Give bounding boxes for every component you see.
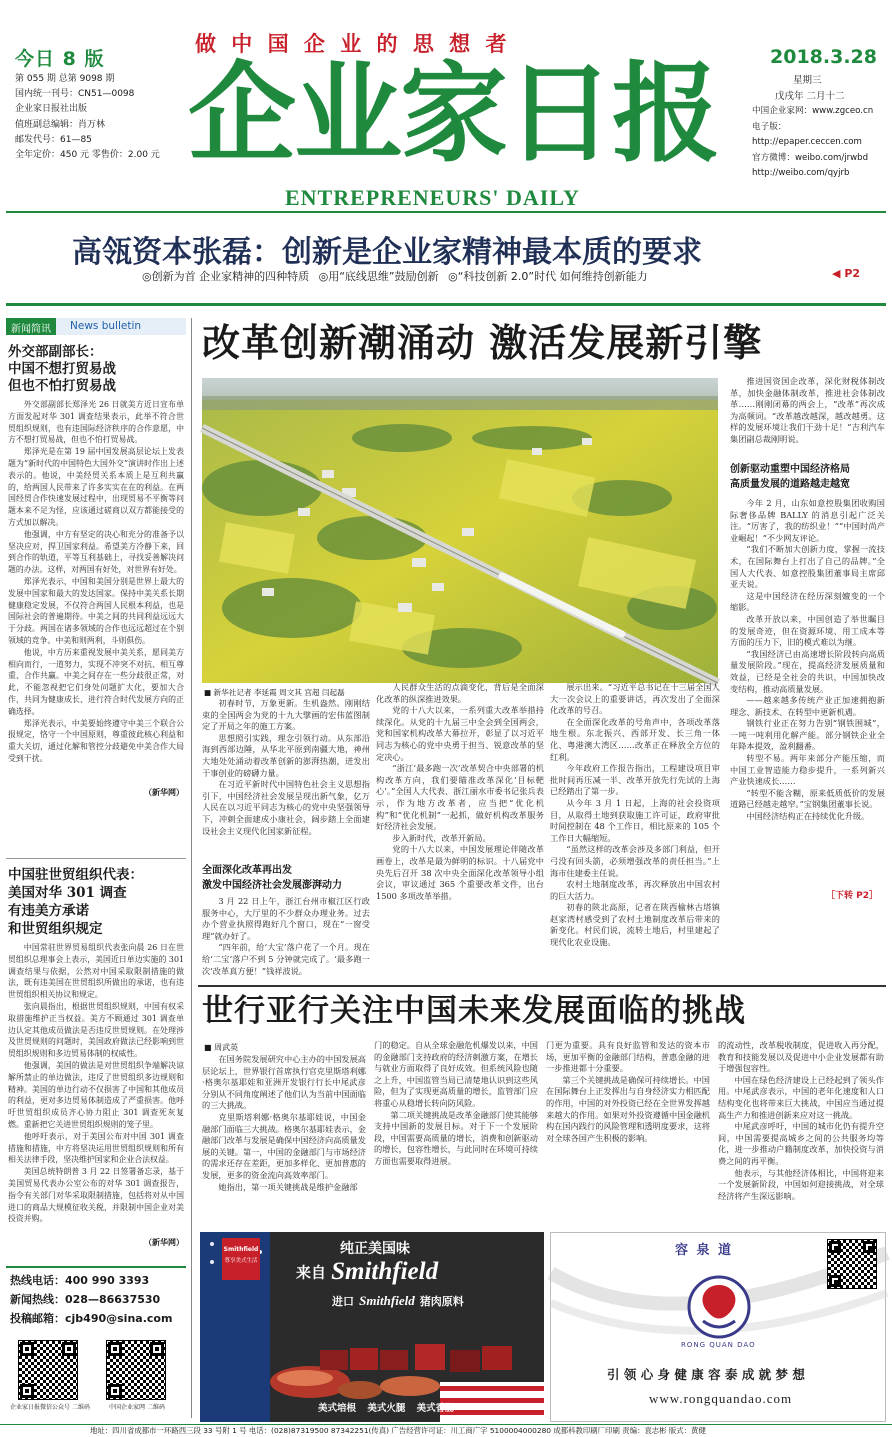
news-hotline: 新闻热线：028—86637530: [10, 1293, 161, 1306]
main-right-para: “转型不能含糊，原来低质低价的发展道路已经越走越窄。”宝钢集团董事长说。: [730, 787, 885, 810]
main-col-1b: [202, 896, 370, 978]
second-col1-para: 克里斯塔利娜·格奥尔基耶娃说，中国金融部门面临三大挑战。格奥尔基耶娃表示，金融部门改革与发展是确保中国经济向高质量发展的关键。第一，中国的金融部门与市场经济的需求还存在差距，更加多样化、更加普惠的发展，更多的资金流向高效率部门。: [202, 1111, 366, 1180]
smithfield-slogan-2: [296, 1258, 438, 1286]
qr-caption-left: 企业家日报微信公众号 二维码: [10, 1404, 90, 1411]
slogan: 做 中 国 企 业 的 思 想 者: [195, 32, 511, 56]
top-sub-3: ◎“科技创新 2.0”时代 如何维持创新能力: [448, 270, 648, 283]
smithfield-logo-small: Smithfield: [359, 1293, 415, 1308]
smithfield-products: [318, 1400, 455, 1414]
main-right-intro: [730, 376, 885, 464]
main-col2-para: 人民群众生活的点滴变化，背后是全面深化改革的纵深推进效果。: [376, 682, 544, 704]
main-col1-para: 思想照引实践，理念引领行动。从东部沿海到西部边陲，从华北平原到南疆大地，神州大地处处涌动着改革创新的澎湃热潮，迸发出干事创业的磅礴力量。: [202, 732, 370, 778]
price: 全年定价：450 元 零售价：2.00 元: [15, 150, 160, 161]
section-divider: [198, 985, 886, 987]
page-ref-label: P2: [844, 267, 861, 280]
main-col1-para: 初春时节，万象更新。生机盎然。刚刚结束的全国两会为党的十九大擘画的宏伟蓝图制定了开局之年的施工方案。: [202, 698, 370, 732]
main-col2-para: 步入新时代，改革开新局。: [392, 832, 491, 843]
bulletin-2-source: （新华网）: [144, 1237, 184, 1247]
lunar-date: 戊戌年 二月十二: [775, 91, 845, 102]
arrow-icon: ◀: [832, 267, 841, 280]
contact-box: [6, 1266, 186, 1422]
paper-english-title: ENTREPRENEURS' DAILY: [285, 185, 580, 210]
main-story-photo[interactable]: [202, 378, 718, 683]
railway-landscape-photo: [202, 378, 718, 683]
editor: 值班副总编辑：肖万林: [15, 119, 106, 130]
main-right-para: “我国经济已由高速增长阶段转向高质量发展阶段。”现在，提高经济发展质量和效益，已经是全社会的共识，中国加快改变结构，推动高质量发展。: [730, 648, 885, 694]
main-right-body: [730, 498, 885, 888]
second-col4-para: 中尾武彦呼吁，中国的城市化仍有提升空间，中国需要提高城乡之间的公共服务均等化，进一步推动户籍制度改革，加快投资与消费之间的再平衡。: [718, 1121, 884, 1166]
smithfield-import: 进口: [332, 1295, 354, 1308]
main-right-subhead: [730, 462, 885, 492]
main-col1-para: 在习近平新时代中国特色社会主义思想指引下，中国经济社会发展呈现出新气象，亿万人民在以习近平同志为核心的党中央坚强领导下，冲刺全面建成小康社会，阔步踏上全面建设社会主义现代化国家新征程。: [202, 779, 370, 836]
second-col-3: [546, 1040, 710, 1226]
main-col2-para: 党的十八大以来，一系列重大改革举措持续深化。从党的十九届三中全会到全国两会，党和国家机构改革大幕拉开，彰显了以习近平同志为核心的党中央勇于担当、锐意改革的坚定决心。: [376, 705, 544, 762]
main-col3-para: 在全面深化改革的号角声中，各项改革落地生根。东北振兴、西部开发、长三角一体化、粤港澳大湾区……改革正在释放全方位的红利。: [550, 716, 720, 762]
smithfield-flag-badge: [222, 1238, 260, 1280]
qr-corner: [150, 1342, 164, 1356]
bulletin-1-head-2: 中国不想打贸易战: [8, 361, 116, 377]
main-right-para: 改革开放以来，中国创造了举世瞩目的发展奇迹，但在资源环境、用工成本等方面的压力下，旧的模式难以为继。: [730, 613, 885, 648]
main-col3-para: 展示出来。“习近平总书记在十三届全国人大一次会议上的重要讲话，再次发出了全面深化改革的号召。: [550, 682, 720, 716]
qr-code-wechat[interactable]: [18, 1340, 78, 1400]
main-col3-para: “虽然这样的改革会涉及多部门利益，但开弓没有回头箭，必须增强改革的责任担当。”上海市住建委主任说。: [550, 844, 720, 878]
weekday: 星期三: [793, 75, 822, 86]
qr-corner: [108, 1342, 122, 1356]
second-col1-para: 在国务院发展研究中心主办的中国发展高层论坛上，世界银行首席执行官克里斯塔利娜·格奥尔基耶娃和亚洲开发银行行长中尾武彦分别从不同角度阐述了他们认为当前中国面临的三大挑战。: [202, 1054, 366, 1111]
bulletin-divider: [6, 858, 186, 859]
main-col1b-para: 3 月 22 日上午，浙江台州市椒江区行政服务中心，大厅里的不少群众办理业务。过去办个营业执照得跑好几个窗口，现在“一窗受理”就办好了。: [202, 896, 370, 941]
main-col-1: [202, 698, 370, 860]
second-story: [198, 990, 886, 1226]
rongquan-url[interactable]: www.rongquandao.com: [649, 1391, 793, 1406]
footer-info: 地址：四川省成都市一环路西三段 33 号附 1 号 电话：(028)87319500 87342251(传真) 广告经营许可证：川工商广字 5100004000280 成都科教印刷厂印刷 责编：袁志彬 版式：黄健: [90, 1426, 706, 1435]
bulletin-2-para: 他呼吁表示，对于美国公布对中国 301 调查措施和措施，中方将坚决运用世贸组织规则和所有相关法律手段，坚决维护国家和企业合法权益。: [8, 1131, 184, 1165]
second-col2-para: 门的稳定。自从全球金融危机爆发以来，中国的金融部门支持政府的经济刺激方案，在增长与就业方面取得了良好成效。但系统风险也随之上升，中国监管当局已清楚地认识到这些风险，但为了实现更高质量的增长，监管部门应将重心从稳增长转向防风险。: [374, 1040, 538, 1108]
second-col-2: [374, 1040, 538, 1226]
main-right-para: 中国经济结构正在持续优化升级。: [746, 811, 870, 822]
weibo-official: 官方微博：weibo.com/jrwbd: [752, 152, 869, 163]
rongquan-qr[interactable]: [827, 1239, 877, 1289]
top-story-page-ref[interactable]: [832, 267, 860, 280]
main-right-para: ——越来越多传统产业正加速拥抱新理念、新技术、在转型中更新机遇。: [730, 695, 885, 717]
bulletin-2-head-2: 美国对华 301 调查: [8, 885, 127, 901]
main-byline: ■ 新华社记者 李延霞 周文其 宫超 闫起磊: [204, 688, 345, 697]
second-col-1: [202, 1054, 366, 1226]
qr-corner: [20, 1384, 34, 1398]
qr-corner: [20, 1342, 34, 1356]
website: 中国企业家网：www.zgceo.cn: [752, 106, 874, 116]
weibo-url: http://weibo.com/qyjrb: [752, 168, 850, 178]
edition-info: [15, 72, 160, 163]
subhead-right-line: 高质量发展的道路越走越宽: [730, 479, 850, 490]
main-page-ref[interactable]: ［下转 P2］: [826, 891, 878, 901]
main-right-para: 这是中国经济在经历深刻嬗变的一个缩影。: [730, 590, 885, 613]
issue-date: 2018.3.28: [770, 46, 877, 68]
hotline: 热线电话：400 990 3393: [10, 1274, 150, 1287]
subhead-mid-line: 激发中国经济社会发展澎湃动力: [202, 880, 342, 891]
subhead-mid-line: 全面深化改革再出发: [202, 865, 292, 876]
main-col3-para: 农村土地制度改革，再次释放出中国农村的巨大活力。: [550, 879, 720, 901]
smithfield-slogan-1: 纯正美国味: [340, 1241, 410, 1257]
product-ham: 美式火腿: [367, 1403, 406, 1414]
top-sub-1: ◎创新为首 企业家精神的四种特质: [142, 270, 310, 283]
bulletin-1-para: 他强调，中方有坚定的决心和充分的准备予以坚决应对，捍卫国家利益。希望美方冷静下来，回到合作的轨道，平等互利基础上，寻找妥善解决问题的办法。这样，对两国有好处，对世界有好处。: [8, 529, 184, 575]
subhead-right-line: 创新驱动重塑中国经济格局: [730, 464, 850, 475]
second-byline: ■ 周武英: [204, 1043, 239, 1052]
smithfield-flag-brand: Smithfield: [223, 1246, 259, 1253]
postal-code: 邮发代号：61—85: [15, 134, 92, 145]
bulletin-1-source: （新华网）: [144, 787, 184, 797]
news-bulletin-sidebar: [6, 318, 186, 1423]
product-sausage: 美式香肠: [416, 1403, 455, 1414]
masthead: [0, 0, 892, 222]
main-col-2: [376, 682, 544, 908]
publisher: 企业家日报社出版: [15, 104, 88, 115]
bulletin-2-para: 中国常驻世界贸易组织代表张向晨 26 日在世贸组织总理事会上表示，美国近日单边实施的 301 调查结果与依据，公然对中国采取限制措施的做法，既有违美国在世贸组织所做出的承诺，也有违世贸组织相关协议和规定。: [8, 943, 184, 1000]
bulletin-2-body: [8, 942, 184, 1237]
main-mid-subhead: [202, 863, 370, 893]
bulletin-tag-cn: 新闻简讯: [6, 318, 56, 335]
second-col3-para: 门更为重要。具有良好监管和发达的资本市场，更加平衡的金融部门结构，普惠金融的进一步推进都十分重要。: [546, 1040, 710, 1074]
main-col3-para: 从今年 3 月 1 日起，上海的社会投资项目，从取得土地到获取施工许可证，政府审批时间控制在 48 个工作日，相比原来的 105 个工作日大幅缩短。: [550, 797, 720, 843]
bulletin-tag: [6, 318, 186, 335]
top-story-headline: 高瓴资本张磊：创新是企业家精神最本质的要求: [72, 235, 702, 270]
edition-label: 今日 8 版: [15, 48, 105, 70]
second-col3-para: 第三个关键挑战是确保可持续增长。中国在国际舞台上正发挥出与自身经济实力相匹配的作用，中国的对外投资已经在全世界发挥越来越大的作用。如果对外投资遵循中国金融机构在国内践行的风险管理和透明度要求，这将对全球各国产生积极的影响。: [546, 1074, 710, 1143]
rongquan-name: 容 泉 道: [675, 1243, 734, 1258]
epaper: 电子版：http://epaper.ceccen.com: [752, 121, 862, 147]
smithfield-pork: 猪肉原料: [419, 1295, 464, 1308]
top-story: [6, 213, 886, 313]
bulletin-1-para: 郑泽光表示，中国和美国分别是世界上最大的发展中国家和最大的发达国家。保持中美关系长期健康稳定发展，不仅符合两国人民根本利益，也是国际社会的普遍期待。中美之间的共同利益远远大于分歧。两国在诸多领域的合作也远远超过在个别领域的竞争。中美和则两利，斗则俱伤。: [8, 576, 184, 645]
smithfield-slogan-3: [332, 1290, 464, 1309]
rongquan-name-en: RONG QUAN DAO: [681, 1341, 756, 1349]
bulletin-1-para: 外交部副部长郑泽光 26 日就美方近日宣布单方面发起对华 301 调查结果表示，此举不符合世贸组织规则，也有违国际经济秩序的合作意愿，中方不想打贸易战，但也不怕打贸易战。: [8, 400, 184, 445]
main-col3-para: 今年政府工作报告指出，工程建设项目审批时间再压减一半、改革开放先行先试的上海已经踏出了第一步。: [550, 763, 720, 797]
second-col1-para: 她指出，第一项关键挑战是维护金融部: [218, 1181, 358, 1192]
bulletin-1-head-1: 外交部副部长：: [8, 344, 103, 360]
qr-corner: [62, 1342, 76, 1356]
qr-code-web[interactable]: [106, 1340, 166, 1400]
bulletin-tag-en: News bulletin: [70, 320, 142, 332]
main-col1b-para: “四年前，给‘大宝’落户花了一个月。现在给‘二宝’落户不到 5 分钟就完成了。‘最多跑一次’改革真方便！”钱祥波说。: [202, 942, 370, 976]
bulletin-item-1: [8, 344, 184, 798]
qr-corner: [863, 1241, 875, 1253]
second-story-headline: 世行亚行关注中国未来发展面临的挑战: [202, 993, 746, 1029]
main-right-intro-para: 推进国资国企改革，深化财税体制改革，加快金融体制改革，推进社会体制改革……刚刚闭幕的两会上，“改革”再次成为高频词。“改革越改越深，越改越勇。这样的发展环境让我们干劲十足！”吉利汽车集团副总裁刚明说。: [730, 376, 885, 444]
main-right-para: 转型不易。两年来部分产能压缩，而中国工业智造能力稳步提升，一系列新兴产业快速成长……: [730, 753, 885, 787]
main-col-3: [550, 682, 720, 948]
bulletin-2-para: 他强调，美国的做法是对世贸组织争端解决谅解所禁止的单边做法，违反了世贸组织多边规则和精神。美国的单边行动不仅损害了中国和其他成员的利益，更对多边贸易体制造成了严重损害。他呼吁世贸组织成员齐心协力阻止 301 调查死灰复燃。重新把它关进世贸组织规则的笼子里。: [8, 1060, 184, 1129]
smithfield-logo: Smithfield: [331, 1258, 439, 1285]
bulletin-1-para: 郑泽光表示，中美要始终遵守中美三个联合公报规定，恪守一个中国原则，尊重彼此核心利益和重大关切，通过化解和管控分歧避免中美合作大局受到干扰。: [8, 718, 184, 763]
bulletin-1-para: 他说，中方历来重视发展中美关系，愿同美方相向而行，一道努力，实现不冲突不对抗、相互尊重、合作共赢。中美之间存在一些分歧很正常，对此，不能忽视把它们身处问题扩大化，要加大合作，共同为健康成长、进行符合时代发展方向的正确选择。: [8, 647, 184, 716]
contact-info: [752, 104, 892, 182]
rongquandao-ad[interactable]: [550, 1232, 886, 1422]
bulletin-1-head-3: 但也不怕打贸易战: [8, 378, 116, 394]
bulletin-2-head-1: 中国驻世贸组织代表：: [8, 867, 143, 883]
qr-corner: [829, 1275, 841, 1287]
submit-email[interactable]: 投稿邮箱：cjb490@sina.com: [10, 1312, 173, 1325]
top-sub-2: ◎用“底线思维”鼓励创新: [318, 270, 439, 283]
second-col4-para: 中国在绿色经济建设上已经起到了领头作用。中尾武彦表示，中国的老年化速度和人口结构变化也将带来巨大挑战，中国应当通过提高生产力和推进创新来应对这一挑战。: [718, 1074, 884, 1120]
bulletin-2-head-4: 和世贸组织规定: [8, 921, 103, 937]
qr-corner: [108, 1384, 122, 1398]
top-story-rule: [6, 303, 886, 306]
bulletin-1-body: [8, 399, 184, 787]
second-col-4: [718, 1040, 884, 1226]
main-right-para: 钢铁行业正在努力告别“钢铁围城”，一吨一吨利用化解产能。部分钢铁企业全年降本提效，盈利翻番。: [730, 718, 885, 752]
second-col4-para: 他表示，与其他经济体相比，中国将迎来一个发展新阶段，中国如何迎接挑战，对全球经济将产生深远影响。: [718, 1167, 884, 1201]
qr-corner: [829, 1241, 841, 1253]
smithfield-flag-sub: 尊享美式生活: [224, 1258, 258, 1264]
smithfield-ad[interactable]: [200, 1232, 544, 1422]
product-bacon: 美式培根: [318, 1403, 357, 1414]
bulletin-item-2: [8, 866, 184, 1248]
top-story-subs: [142, 268, 648, 284]
paper-title: 企业家日报: [188, 52, 719, 177]
bulletin-2-para: 张向晨指出，根据世贸组织规则，中国有权采取措施维护正当权益。美方不顾通过 301 调查单边认定其他成员做法是否违反世贸规则。在处理涉及世贸规则的问题时，美国政府做法已经影响到世贸组织规则和多边贸易体制的权威性。: [8, 1001, 184, 1059]
issue-number: 第 055 期 总第 9098 期: [15, 74, 115, 84]
main-col2-para: “浙江‘最多跑一次’改革契合中央部署的机构改革方向，我们要瞄准改革深化‘目标靶心’。”全国人大代表、浙江丽水市委书记张兵表示，作为地方改革者，应当把“优化机构”和“优化机制”一起抓，做好机构改革服务好经济社会发展。: [376, 763, 544, 832]
main-right-para: “我们不断加大创新力度，掌握一流技术，在国际舞台上打出了自己的品牌。”全国人大代表、如意控股集团董事局主席邱亚夫说。: [730, 544, 885, 590]
bulletin-2-head-3: 有违美方承诺: [8, 903, 89, 919]
bulletin-2-para: 美国总统特朗普 3 月 22 日签署备忘录，基于美国贸易代表办公室公布的对华 301 调查报告，指令有关部门对华采取限制措施，包括将对从中国进口的商品大规模征收关税，并限制中国企业对美投资并购。: [8, 1167, 184, 1224]
main-story-headline: 改革创新潮涌动 激活发展新引擎: [202, 320, 763, 365]
second-col2-para: 第二项关键挑战是改革金融部门使其能够支持中国新的发展目标。对于下一个发展阶段，中国需要高质量的增长，消费和创新驱动的增长，包容性增长，与此同时在环境可持续方面也需要取得进展。: [374, 1109, 538, 1166]
smithfield-from: 来自: [296, 1263, 327, 1282]
second-col4-para: 的流动性，改革税收制度，促进收入再分配，教育和技能发展以及促进中小企业发展都有助于增强包容性。: [718, 1040, 884, 1074]
sidebar-divider: [191, 318, 192, 1418]
main-right-para: 今年 2 月，山东如意控股集团收购国际奢侈品牌 BALLY 的消息引起广泛关注。“厉害了，我的纺织业！”“中国时尚产业崛起！”不少网友评论。: [730, 498, 885, 543]
footer: [0, 1424, 892, 1437]
bulletin-1-para: 郑泽光是在第 19 届中国发展高层论坛上发表题为“新时代的中国特色大国外交”演讲时作出上述表示的。他说，中美经贸关系本质上是互利共赢的，给两国人民带来了许多实实在在的利益。在两国经贸合作快速发展过程中，出现贸易不平衡等问题本来不足为怪，应该通过磋商以双方都能接受的方式加以解决。: [8, 447, 184, 527]
qr-caption-right: 中国企业家网 二维码: [109, 1404, 165, 1411]
main-col3-para: 初春的陕北高原，记者在陕西榆林古塔镇赵家湾村感受到了农村土地制度改革后带来的新变化。村民们说，流转土地后，村里建起了现代化农业设施。: [550, 902, 720, 948]
rongquan-slogan: 引 领 心 身 健 康 容 泰 成 就 梦 想: [607, 1367, 805, 1382]
main-col2-para: 党的十八大以来，中国发展理论伴随改革画卷上，改革是最为鲜明的标识。十八届党中央先后召开 38 次中央全面深化改革领导小组会议，审议通过 365 个重要改革文件，出台 1500 多项改革举措。: [376, 844, 544, 901]
issn: 国内统一刊号：CN51—0098: [15, 89, 135, 100]
